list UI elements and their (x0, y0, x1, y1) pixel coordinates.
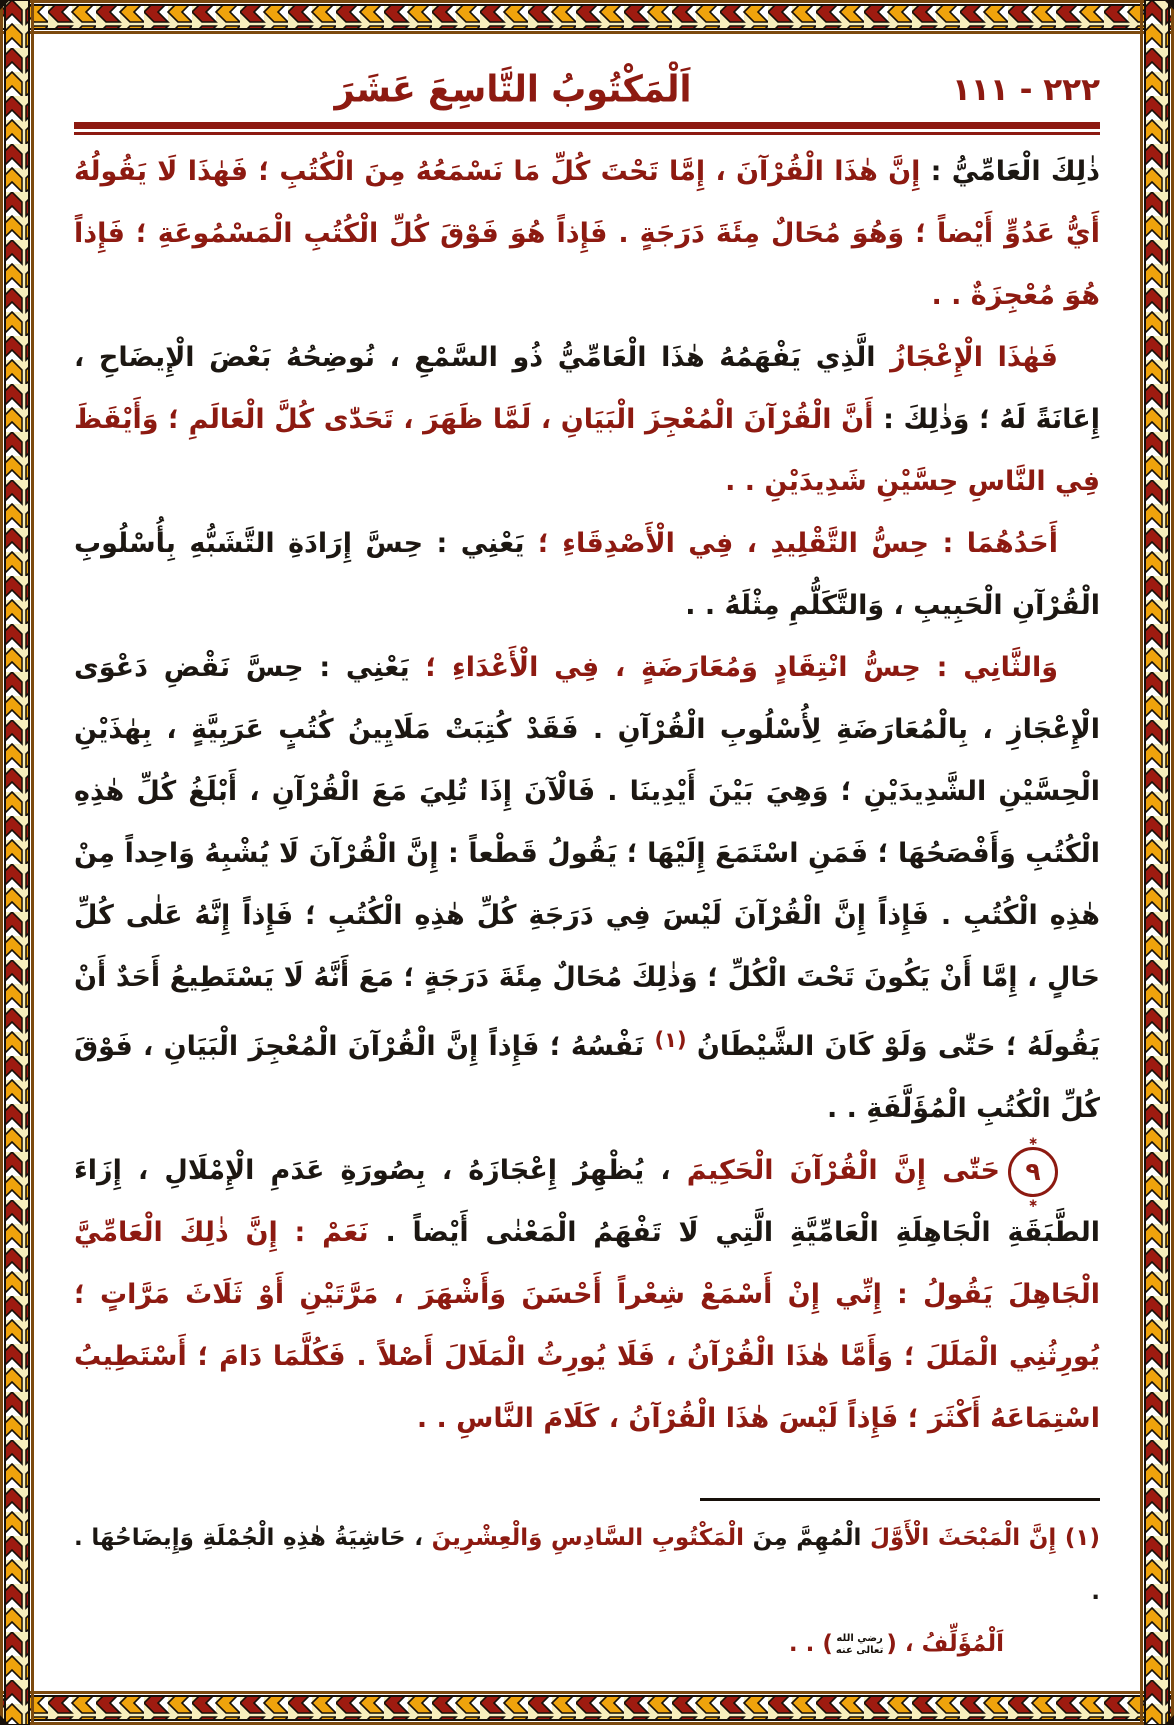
seal-open-paren: ( (886, 1631, 897, 1657)
text-segment: أَنَّ الْقُرْآنَ الْمُعْجِزَ الْبَيَانِ ، لَمَّا ظَهَرَ ، تَحَدّٰى كُلَّ الْعَالَمِ ؛ وَأَيْقَظَ فِي النَّاسِ حِسَّيْنِ شَدِيدَيْنِ . . (74, 404, 1100, 497)
text-segment: ، يُظْهِرُ إِعْجَازَهُ ، بِصُورَةِ عَدَمِ الْإِمْلَالِ ، إِزَاءَ الطَّبَقَةِ الْجَاهِلَةِ الْعَامِّيَّةِ الَّتِي لَا تَفْهَمُ الْمَعْنٰى أَيْضاً . (74, 1155, 1100, 1248)
divider-thick-line (74, 122, 1100, 129)
page-content (34, 34, 1140, 1691)
section-number-ornament (1008, 1133, 1058, 1210)
text-segment: الَّذِي يَفْهَمُهُ هٰذَا الْعَامِّيُّ ذُو السَّمْعِ ، نُوضِحُهُ بَعْضَ الْإِيضَاحِ ، إِعَانَةً لَهُ ؛ وَذٰلِكَ : (74, 342, 1100, 435)
page-numbers: ٢٢٢ - ١١١ (952, 72, 1100, 108)
ornamental-border-bottom (0, 1691, 1174, 1725)
text-segment: فَهٰذَا الْإِعْجَازُ (875, 342, 1058, 373)
text-segment: نَعَمْ : إِنَّ ذٰلِكَ الْعَامِّيَّ الْجَاهِلَ يَقُولُ : إِنِّي إِنْ أَسْمَعْ شِعْراً أَحْسَنَ وَأَشْهَرَ ، مَرَّتَيْنِ أَوْ ثَلَاثَ مَرَّاتٍ ؛ يُورِثُنِي الْمَلَلَ ؛ وَأَمَّا هٰذَا الْقُرْآنُ ، فَلَا يُورِثُ الْمَلَالَ أَصْلاً . فَكُلَّمَا دَامَ ؛ أَسْتَطِيبُ اسْتِمَاعَهُ أَكْثَرَ ؛ فَإِذاً لَيْسَ هٰذَا الْقُرْآنُ ، كَلَامَ النَّاسِ . . (74, 1217, 1100, 1434)
divider-thin-line (74, 132, 1100, 135)
seal-line-top: رضي الله (836, 1633, 883, 1644)
ornamental-border-left (0, 0, 34, 1725)
chapter-title: اَلْمَكْتُوبُ التَّاسِعَ عَشَرَ (334, 69, 692, 111)
paragraph (74, 327, 1100, 513)
body-text (74, 141, 1100, 1450)
footnote-author: اَلْمُؤَلِّفُ ، (896, 1631, 1004, 1657)
footnote-marker: (١) (654, 1028, 687, 1052)
text-segment: حَتّٰى إِنَّ الْقُرْآنَ الْحَكِيمَ (670, 1155, 1000, 1186)
page-header (74, 70, 1100, 110)
text-segment: أَحَدُهُمَا : حِسُّ التَّقْلِيدِ ، فِي الْأَصْدِقَاءِ ؛ (524, 528, 1058, 559)
text-segment: إِنَّ هٰذَا الْقُرْآنَ ، إِمَّا تَحْتَ كُلِّ مَا نَسْمَعُهُ مِنَ الْكُتُبِ ؛ فَهٰذَا لَا يَقُولُهُ أَيُّ عَدُوٍّ أَيْضاً ؛ وَهُوَ مُحَالٌ مِئَةَ دَرَجَةٍ . فَإِذاً هُوَ فَوْقَ كُلِّ الْكُتُبِ الْمَسْمُوعَةِ ؛ فَإِذاً هُوَ مُعْجِزَةٌ . . (74, 156, 1100, 311)
seal-line-bottom: تعالى عنه (835, 1644, 884, 1656)
footnote-section (74, 1498, 1100, 1669)
paragraph (74, 1133, 1100, 1450)
ornamental-border-right (1140, 0, 1174, 1725)
text-segment: ، حَاشِيَةُ هٰذِهِ الْجُمْلَةِ وَإِيضَاحُهَا . . (74, 1525, 1100, 1605)
flourish-icon: ∗ (1027, 1133, 1039, 1148)
paragraph (74, 141, 1100, 327)
ornamental-border-top (0, 0, 1174, 34)
footnote-text (74, 1511, 1100, 1619)
text-segment: (١) إِنَّ الْمَبْحَثَ الْأَوَّلَ (861, 1525, 1100, 1551)
text-segment: يَعْنِي : حِسَّ نَقْضِ دَعْوَى الْإِعْجَازِ ، بِالْمُعَارَضَةِ لِأُسْلُوبِ الْقُرْآنِ . فَقَدْ كُتِبَتْ مَلَايِينُ كُتُبٍ عَرَبِيَّةٍ ، بِهٰذَيْنِ الْحِسَّيْنِ الشَّدِيدَيْنِ ؛ وَهِيَ بَيْنَ أَيْدِينَا . فَالْآنَ إِذَا تُلِيَ مَعَ الْقُرْآنِ ، أَبْلَغُ كُلِّ هٰذِهِ الْكُتُبِ وَأَفْصَحُهَا ؛ فَمَنِ اسْتَمَعَ إِلَيْهَا ؛ يَقُولُ قَطْعاً : إِنَّ الْقُرْآنَ لَا يُشْبِهُ وَاحِداً مِنْ هٰذِهِ الْكُتُبِ . فَإِذاً إِنَّ الْقُرْآنَ لَيْسَ فِي دَرَجَةِ كُلِّ هٰذِهِ الْكُتُبِ ؛ فَإِذاً إِنَّهُ عَلٰى كُلِّ حَالٍ ، إِمَّا أَنْ يَكُونَ تَحْتَ الْكُلِّ ؛ وَذٰلِكَ مُحَالٌ مِئَةَ دَرَجَةٍ ؛ مَعَ أَنَّهُ لَا يَسْتَطِيعُ أَحَدٌ أَنْ يَقُولَهُ ؛ حَتّٰى وَلَوْ كَانَ الشَّيْطَانُ (74, 652, 1100, 1062)
section-number: ٩ (1025, 1156, 1041, 1186)
flourish-icon: ∗ (1027, 1195, 1039, 1210)
text-segment: يَعْنِي : حِسَّ إِرَادَةِ التَّشَبُّهِ بِأُسْلُوبِ الْقُرْآنِ الْحَبِيبِ ، وَالتَّكَلُّمِ مِثْلَهُ . . (74, 528, 1100, 621)
footnote-author-line (74, 1619, 1100, 1669)
seal-close-paren: ) . . (788, 1631, 833, 1657)
text-segment: وَالثَّانِي : حِسُّ انْتِقَادٍ وَمُعَارَضَةٍ ، فِي الْأَعْدَاءِ ؛ (409, 652, 1058, 683)
footnote-divider (700, 1498, 1100, 1501)
text-segment: الْمُهِمَّ مِنَ (744, 1525, 862, 1551)
paragraph (74, 637, 1100, 1140)
blessing-seal-icon (836, 1633, 884, 1656)
text-segment: الْمَكْتُوبِ السَّادِسِ وَالْعِشْرِينَ (422, 1525, 745, 1551)
header-divider (74, 122, 1100, 135)
paragraph (74, 513, 1100, 637)
title-wrap (74, 70, 952, 110)
text-segment: نَفْسُهُ ؛ فَإِذاً إِنَّ الْقُرْآنَ الْمُعْجِزَ الْبَيَانِ ، فَوْقَ كُلِّ الْكُتُبِ الْمُؤَلَّفَةِ . . (74, 1031, 1100, 1124)
text-segment: ذٰلِكَ الْعَامِّيُّ : (920, 156, 1101, 187)
